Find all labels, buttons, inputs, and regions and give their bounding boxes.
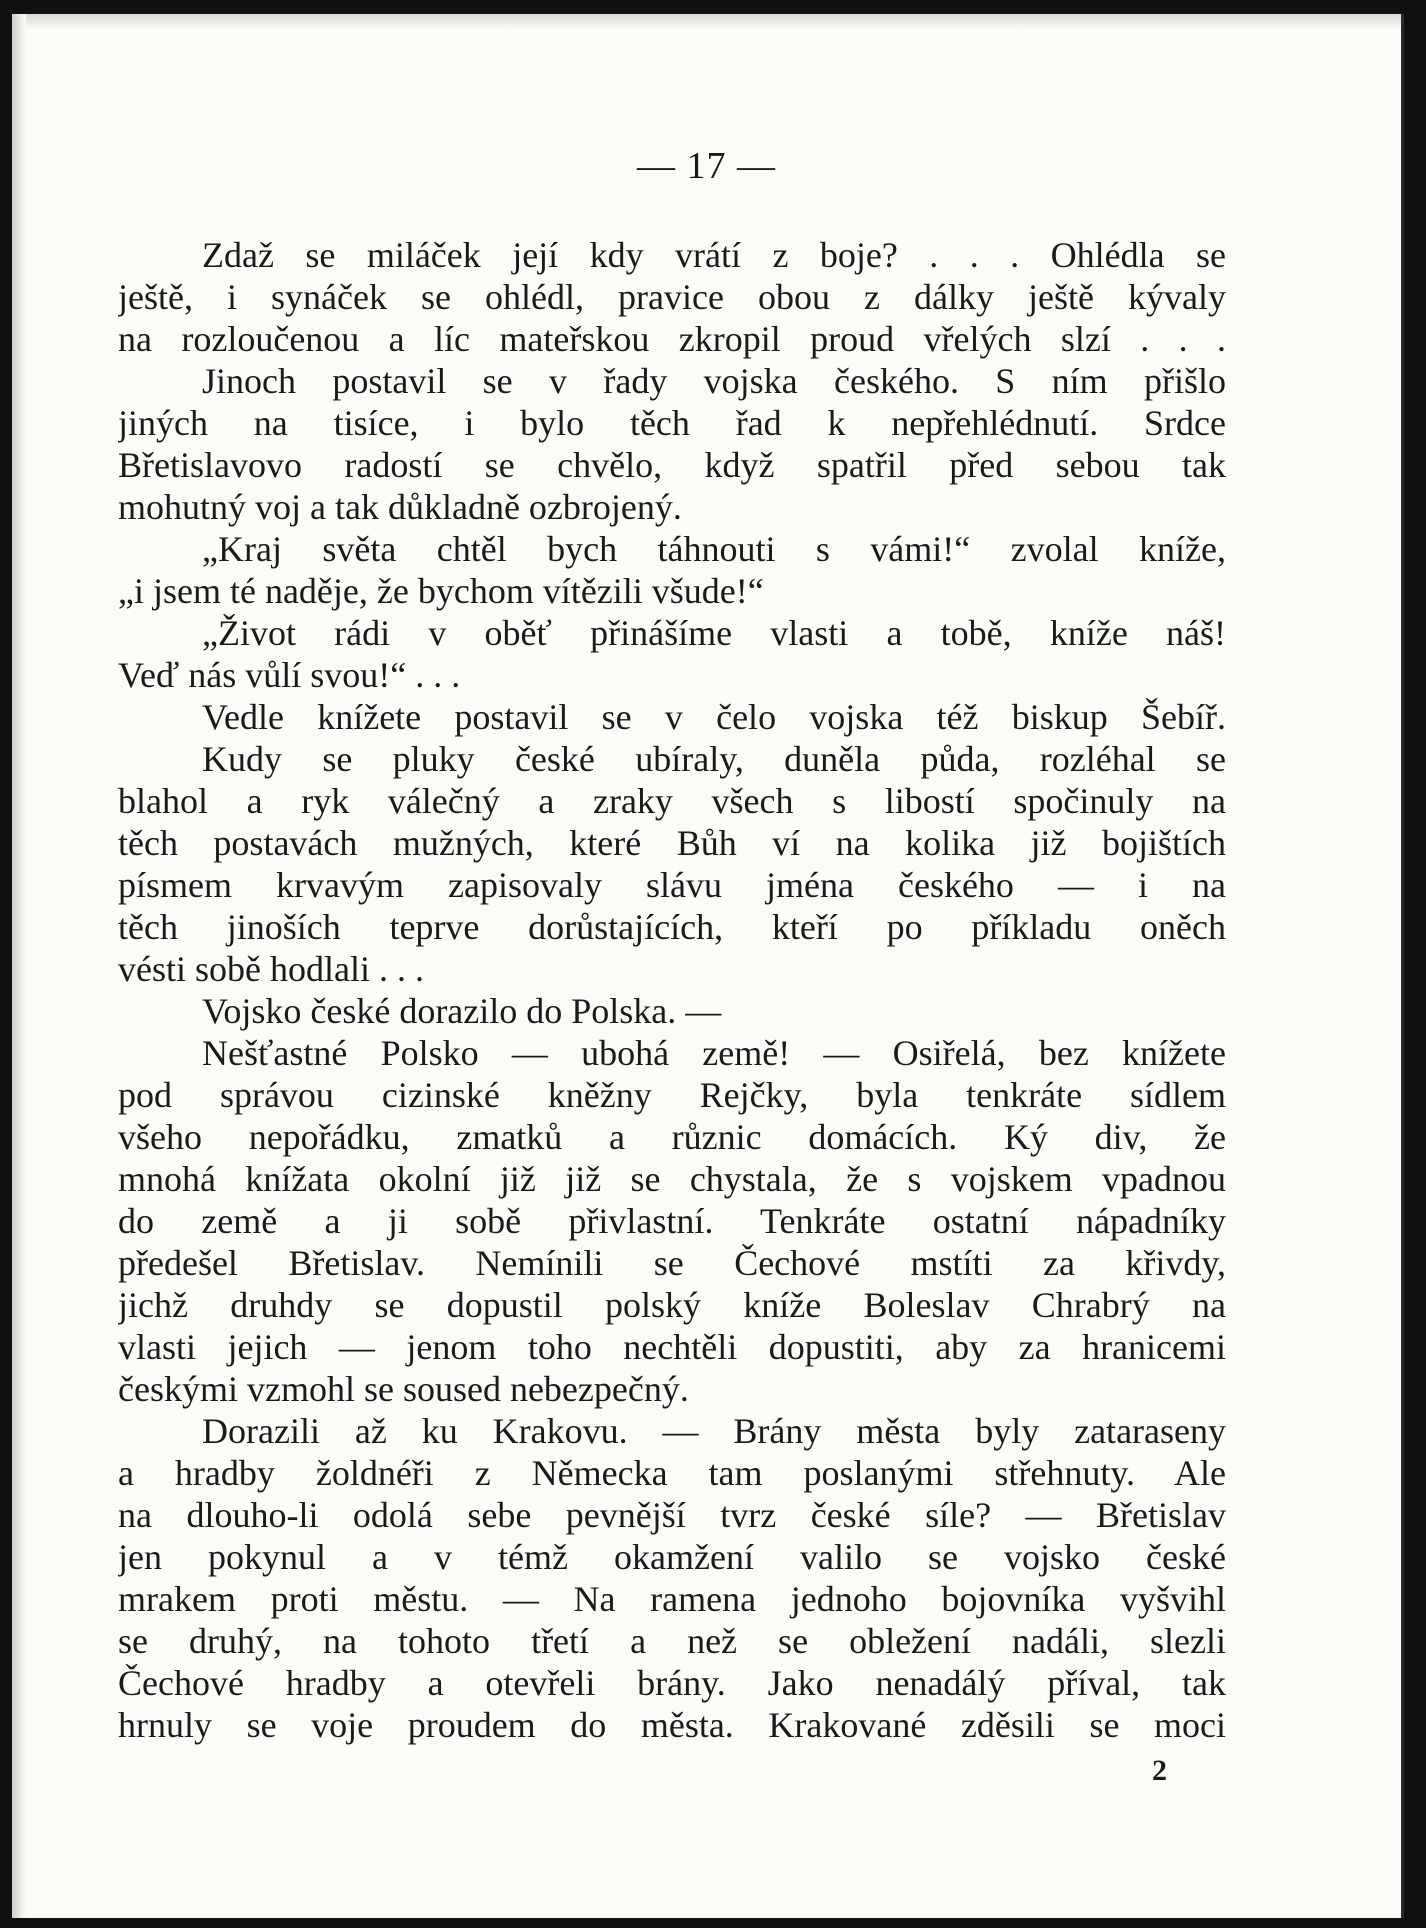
text-line: Kudy se pluky české ubíraly, duněla půda, rozléhal se [202,739,1226,779]
text-line: českými vzmohl se soused nebezpečný. [118,1369,689,1409]
text-line: hrnuly se voje proudem do města. Krakované zděsili se moci [118,1705,1226,1745]
text-line: jiných na tisíce, i bylo těch řad k nepřehlédnutí. Srdce [118,403,1226,443]
text-line: předešel Břetislav. Nemínili se Čechové mstíti za křivdy, [118,1243,1226,1283]
text-line: do země a ji sobě přivlastní. Tenkráte ostatní nápadníky [118,1201,1226,1241]
text-line: Veď nás vůlí svou!“ . . . [118,655,461,695]
text-line: mnohá knížata okolní již již se chystala, že s vojskem vpadnou [118,1159,1226,1199]
text-line: těch jinoších teprve dorůstajících, kteří po příkladu oněch [118,907,1226,947]
text-line: všeho nepořádku, zmatků a různic domácích. Ký div, že [118,1117,1226,1157]
text-line: těch postavách mužných, které Bůh ví na kolika již bojištích [118,823,1226,863]
text-line: mrakem proti městu. — Na ramena jednoho bojovníka vyšvihl [118,1579,1226,1619]
text-line: „i jsem té naděje, že bychom vítězili všude!“ [118,571,764,611]
text-line: „Život rádi v oběť přinášíme vlasti a tobě, kníže náš! [202,613,1226,653]
text-line: Vojsko české dorazilo do Polska. — [202,991,722,1031]
text-line: jen pokynul a v témž okamžení valilo se vojsko české [118,1537,1226,1577]
text-line: jichž druhdy se dopustil polský kníže Boleslav Chrabrý na [118,1285,1226,1325]
text-line: blahol a ryk válečný a zraky všech s libostí spočinuly na [118,781,1226,821]
text-line: mohutný voj a tak důkladně ozbrojený. [118,487,682,527]
text-line: Nešťastné Polsko — ubohá země! — Osiřelá, bez knížete [202,1033,1226,1073]
text-line: Jinoch postavil se v řady vojska českého. S ním přišlo [202,361,1226,401]
page-number: — 17 — [637,145,776,187]
text-line: vlasti jejich — jenom toho nechtěli dopustiti, aby za hranicemi [118,1327,1226,1367]
text-line: písmem krvavým zapisovaly slávu jména českého — i na [118,865,1226,905]
book-page [12,14,1404,1918]
text-line: se druhý, na tohoto třetí a než se obležení nadáli, slezli [118,1621,1226,1661]
text-line: Vedle knížete postavil se v čelo vojska též biskup Šebíř. [202,697,1226,737]
text-line: ještě, i synáček se ohlédl, pravice obou z dálky ještě kývaly [118,277,1226,317]
signature-mark: 2 [1152,1754,1167,1787]
text-line: pod správou cizinské kněžny Rejčky, byla tenkráte sídlem [118,1075,1226,1115]
text-line: Břetislavovo radostí se chvělo, když spatřil před sebou tak [118,445,1226,485]
text-line: na dlouho-li odolá sebe pevnější tvrz české síle? — Břetislav [118,1495,1226,1535]
body-text [118,234,1226,1746]
text-line: na rozloučenou a líc mateřskou zkropil proud vřelých slzí . . . [118,319,1226,359]
text-line: vésti sobě hodlali . . . [118,949,424,989]
text-line: Dorazili až ku Krakovu. — Brány města byly zataraseny [202,1411,1226,1451]
scan-edge-top [12,14,1401,30]
text-line: Zdaž se miláček její kdy vrátí z boje? . . . Ohlédla se [202,235,1226,275]
text-line: „Kraj světa chtěl bych táhnouti s vámi!“ zvolal kníže, [202,529,1226,569]
scan-edge-left [12,14,26,1918]
text-line: a hradby žoldnéři z Německa tam poslanými střehnuty. Ale [118,1453,1226,1493]
text-line: Čechové hradby a otevřeli brány. Jako nenadálý příval, tak [118,1663,1226,1703]
